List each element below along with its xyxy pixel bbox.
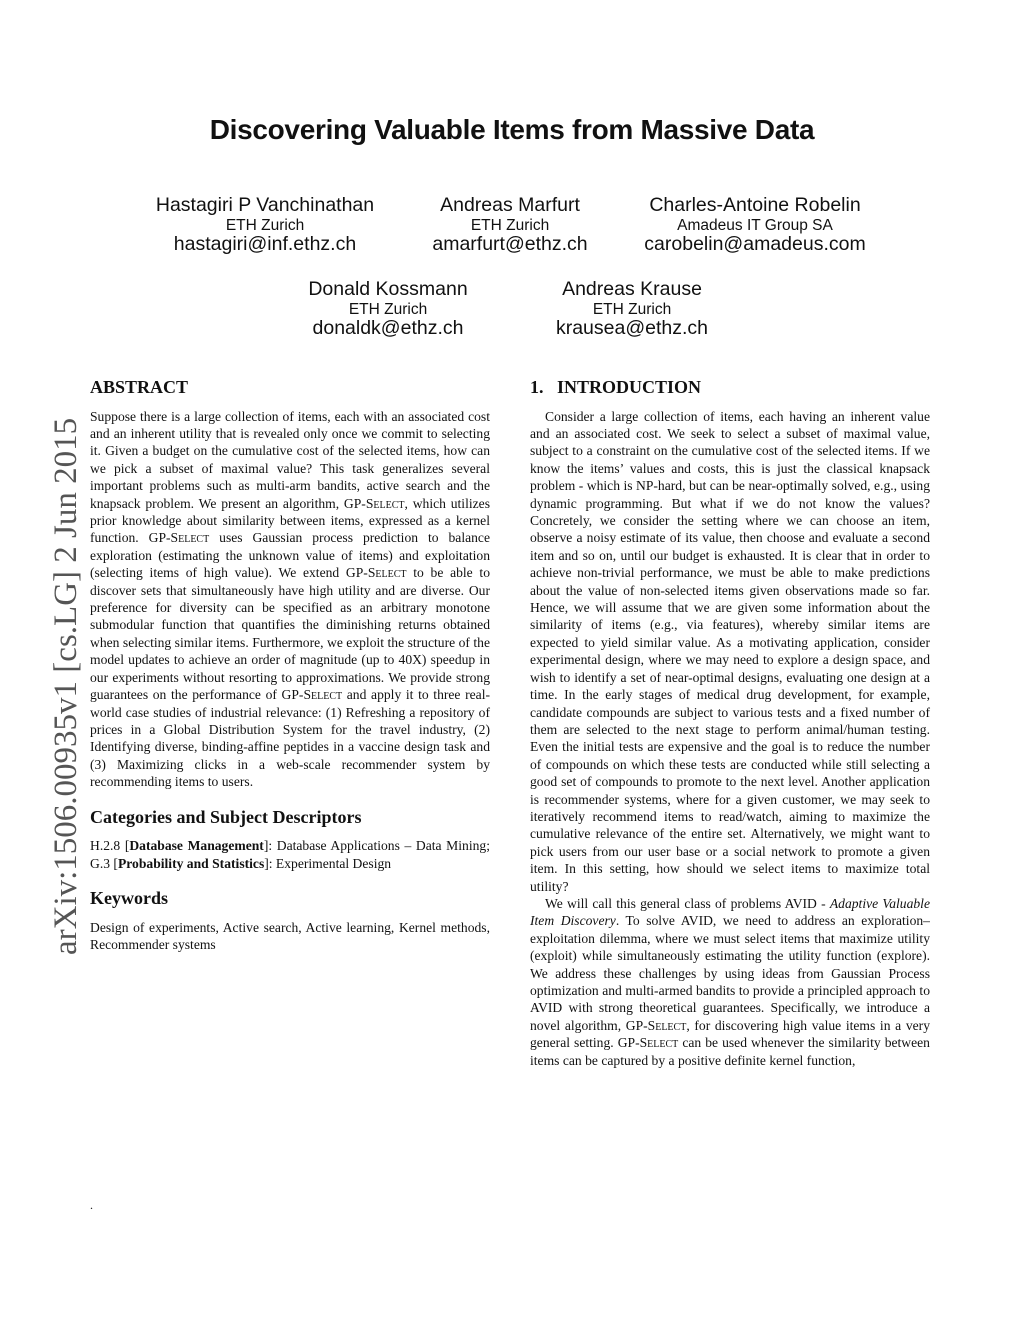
paper-title: Discovering Valuable Items from Massive Data [209, 114, 815, 145]
author-name: Donald Kossmann [308, 278, 468, 300]
author-email: donaldk@ethz.ch [312, 317, 464, 339]
introduction-heading: 1. INTRODUCTION [530, 377, 702, 397]
footer-mark: . [90, 1198, 93, 1212]
intro-paragraph: We will call this general class of problems AVID - Adaptive Valuable Item Discovery. To solve AVID, we need to address an exploration–exploitation dilemma, where we must select items that maximize utility (exploit) while simultaneously estimating the utility function (explore). We address these challenges by using ideas from Gaussian Process optimization and multi-armed bandits to provide a principled approach to AVID with strong theoretical guarantees. Specifically, we introduce a novel algorithm, GP-Select, for discovering high value items in a very general setting. GP-Select can be used whenever the similarity between items can be captured by a positive definite kernel function, [530, 895, 930, 1068]
author-affiliation: ETH Zurich [225, 216, 305, 234]
right-column [530, 374, 930, 1069]
author-name: Charles-Antoine Robelin [649, 194, 861, 216]
abstract-text: Suppose there is a large collection of items, each with an associated cost and an inherent utility that is revealed only once we commit to selecting it. Given a budget on the cumulative cost of the selected items, how can we pick a subset of maximal value? This task generalizes several important problems such as multi-arm bandits, active search and the knapsack problem. We present an algorithm, GP-Select, which utilizes prior knowledge about similarity between items, expressed as a kernel function. GP-Select uses Gaussian process prediction to balance exploration (estimating the unknown value of items) and exploitation (selecting items of high value). We extend GP-Select to be able to discover sets that simultaneously have high utility and are diverse. Our preference for diversity can be specified as an arbitrary monotone submodular function that quantifies the diminishing returns obtained when selecting similar items. Furthermore, we exploit the structure of the model updates to achieve an order of magnitude (up to 40X) speedup in our experiments without resorting to approximations. We provide strong guarantees on the performance of GP-Select and apply it to three real-world case studies of industrial relevance: (1) Refreshing a repository of prices in a Global Distribution System for the travel industry, (2) Identifying diverse, binding-affine peptides in a vaccine design task and (3) Maximizing clicks in a web-scale recommender system by recommending items to users. [90, 408, 491, 790]
intro-paragraph: Consider a large collection of items, each having an inherent value and an associated cost. We seek to select a subset of maximal value, subject to a constraint on the cumulative cost of the selected items. If we know the items’ values and costs, this is just the classical knapsack problem - which is NP-hard, but can be near-optimally solved, e.g., using dynamic programming. But what if we do not know the values? Concretely, we consider the setting where we can choose an item, observe a noisy estimate of its value, then choose and evaluate a second item and so on, until our budget is exhausted. It is clear that in order to achieve non-trivial performance, we must be able to make predictions about the value of non-selected items given observations made so far. Hence, we will assume that we are given some information about the similarity of items (e.g., via features), whereby similar items are expected to yield similar value. As a motivating application, consider experimental design, where we may need to explore a design space, and wish to identify a set of near-optimal designs, evaluating one design at a time. In the early stages of medical drug development, for example, candidate compounds are subject to various tests and a fixed number of them are selected to the next stage to perform animal/human testing. Even the initial tests are expensive and the goal is to reduce the number of compounds on which these tests are conducted while still selecting a good set of compounds to promote to the next level. Another application is recommender systems, where for a given customer, we may seek to iteratively recommend items to read/watch, aiming to maximize the cumulative relevance of the entire set. Alternatively, we might want to pick users from our user base or a social network to promote a given item. In this setting, how should we select items to maximize total utility? [530, 408, 930, 894]
author-affiliation: ETH Zurich [592, 300, 672, 318]
author-email: krausea@ethz.ch [555, 317, 709, 339]
author-name: Hastagiri P Vanchinathan [155, 194, 375, 216]
author-block [400, 196, 620, 255]
author-block [278, 280, 498, 339]
author-affiliation: ETH Zurich [348, 300, 428, 318]
author-name: Andreas Marfurt [440, 194, 580, 216]
categories-heading: Categories and Subject Descriptors [90, 806, 362, 827]
author-block [522, 280, 742, 339]
abstract-heading: ABSTRACT [90, 377, 189, 397]
author-email: carobelin@amadeus.com [644, 233, 866, 255]
arxiv-identifier: arXiv:1506.00935v1 [cs.LG] 2 Jun 2015 [48, 417, 84, 955]
author-block [630, 196, 880, 255]
categories-text: H.2.8 [Database Management]: Database Applications – Data Mining; G.3 [Probability and Statistics]: Experimental Design [90, 838, 490, 871]
author-affiliation: ETH Zurich [470, 216, 550, 234]
keywords-text: Design of experiments, Active search, Active learning, Kernel methods, Recommender systems [90, 919, 490, 952]
author-affiliation: Amadeus IT Group SA [677, 216, 833, 234]
author-email: amarfurt@ethz.ch [432, 233, 588, 255]
left-column [90, 374, 490, 953]
author-name: Andreas Krause [562, 278, 702, 300]
author-block [140, 196, 390, 255]
keywords-heading: Keywords [90, 887, 168, 908]
author-email: hastagiri@inf.ethz.ch [173, 233, 357, 255]
